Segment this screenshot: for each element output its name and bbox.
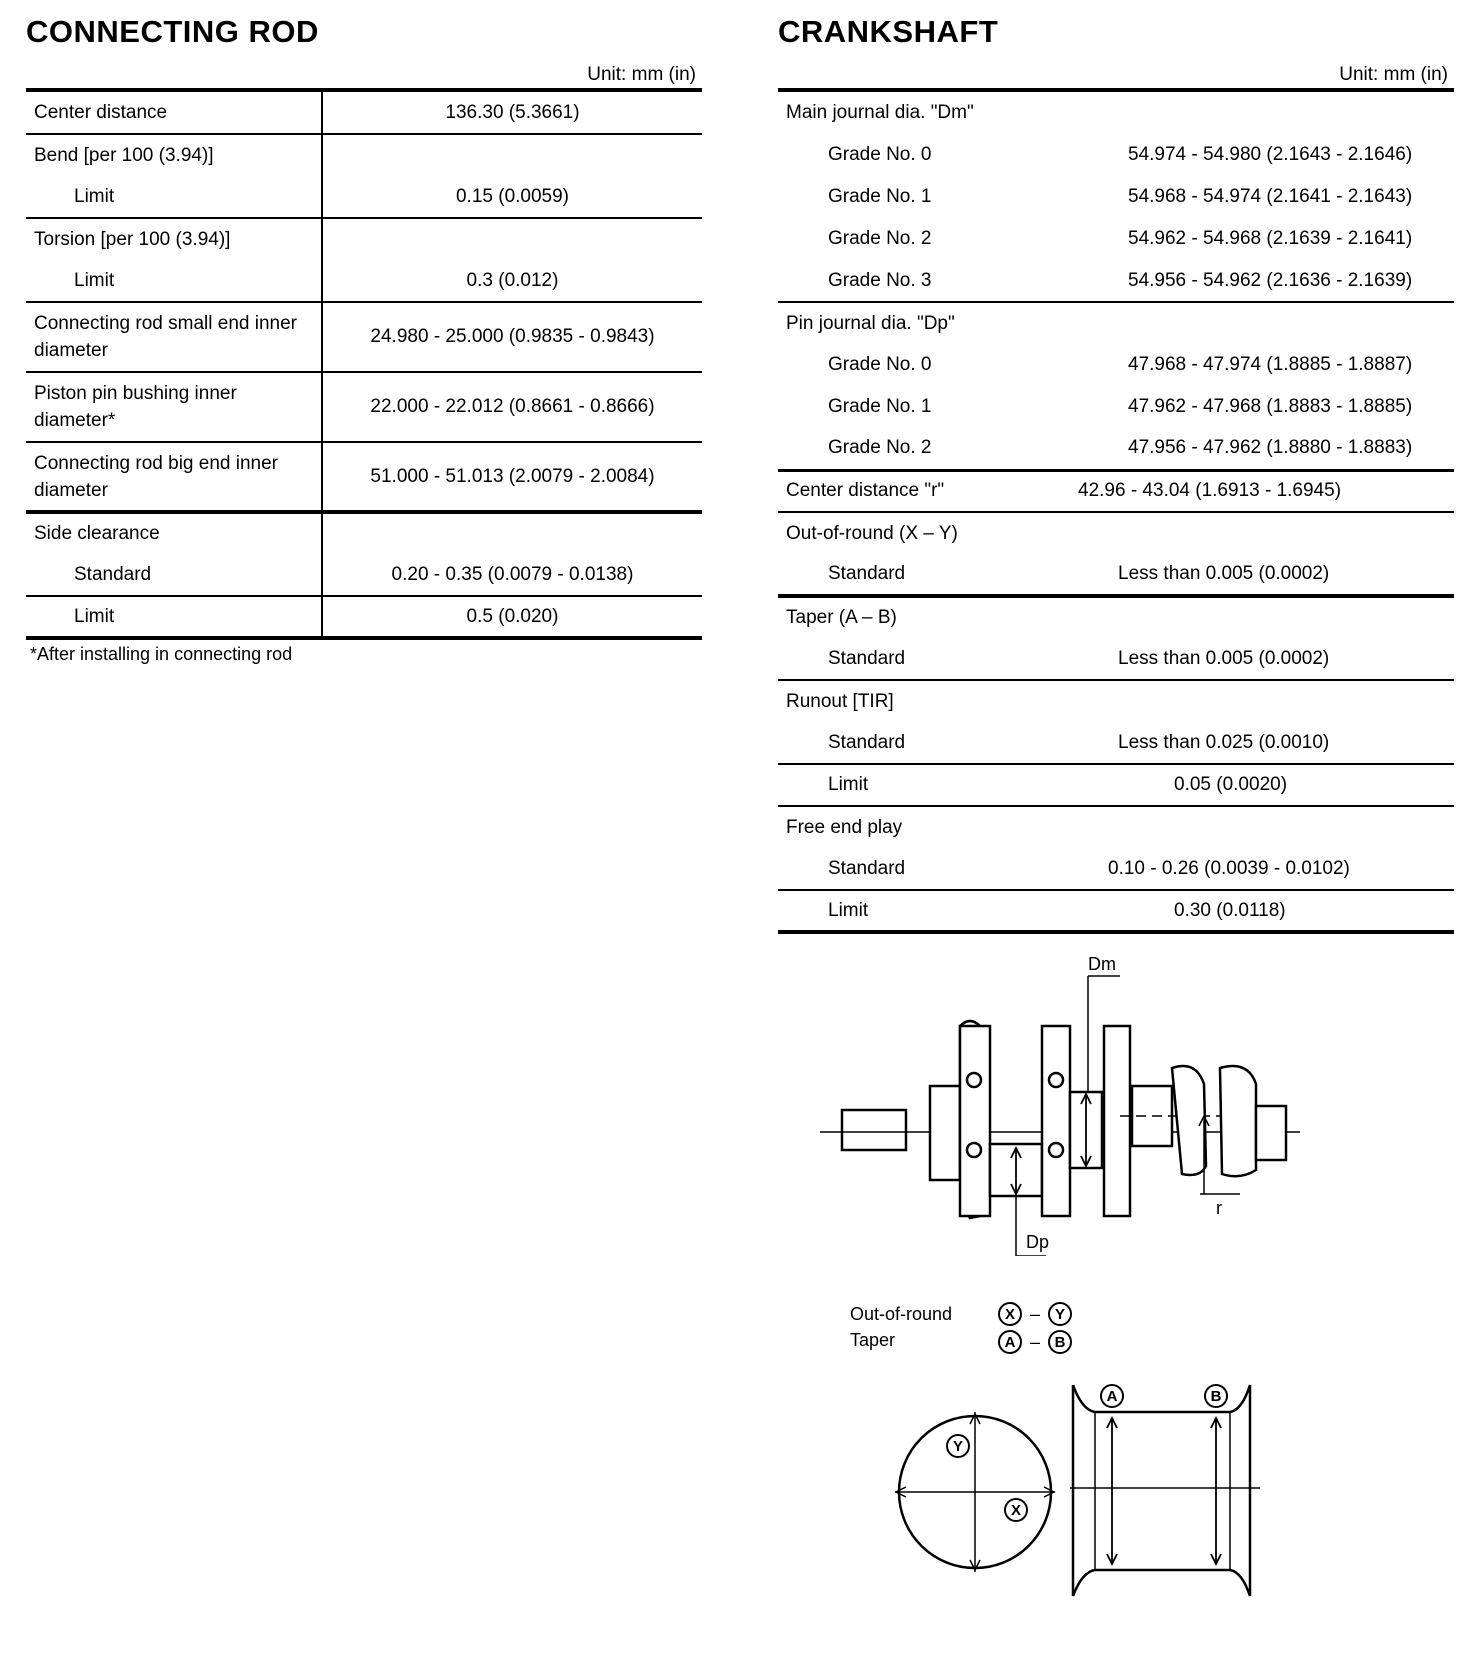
row-label: Standard [778,722,1078,764]
table-row [778,554,1454,596]
connecting-rod-title: CONNECTING ROD [26,14,319,49]
table-row [778,386,1454,428]
x-circle-label: X [1004,1306,1016,1323]
row-label: Out-of-round (X – Y) [786,522,958,544]
table-row [26,134,702,176]
connecting-rod-table [26,92,702,640]
row-value [322,218,702,260]
table-row [778,470,1454,512]
table-row [778,848,1454,890]
y-diagram-label: Y [952,1438,964,1455]
table-row [778,638,1454,680]
out-of-round-label: Out-of-round [850,1304,953,1324]
row-value: 0.5 (0.020) [322,596,702,638]
row-label: Limit [778,890,1078,932]
row-value [1078,92,1454,134]
row-label: Side clearance [26,512,322,554]
row-label: Standard [778,554,1078,596]
dm-label: Dm [1088,956,1116,974]
row-value: 24.980 - 25.000 (0.9835 - 0.9843) [322,302,702,372]
table-row [778,806,1454,848]
row-label: Center distance "r" [778,470,1078,512]
row-label: Connecting rod big end inner diameter [26,442,322,512]
row-value: 0.15 (0.0059) [322,176,702,218]
row-label: Grade No. 1 [828,186,932,207]
b-circle-label: B [1054,1334,1066,1351]
dp-label: Dp [1026,1232,1050,1252]
row-value [1078,680,1454,722]
row-label: Standard [26,554,322,596]
row-label: Taper (A – B) [786,607,897,628]
row-label: Connecting rod small end inner diameter [26,302,322,372]
table-row [26,442,702,512]
table-row [778,134,1454,176]
row-value: 47.956 - 47.962 (1.8880 - 1.8883) [1078,428,1454,470]
a-diagram-label: A [1106,1388,1118,1405]
row-label: Limit [26,176,322,218]
table-row [26,596,702,638]
row-label: Torsion [per 100 (3.94)] [26,218,322,260]
table-row [26,554,702,596]
row-label: Runout [TIR] [786,690,894,712]
table-row [778,176,1454,218]
journal-measurement-diagram [890,1380,1290,1620]
row-label: Grade No. 2 [828,228,932,249]
row-value [1078,596,1454,638]
row-value: 54.956 - 54.962 (2.1636 - 2.1639) [1078,260,1454,302]
row-label: Free end play [786,816,903,838]
row-value: 0.10 - 0.26 (0.0039 - 0.0102) [1078,848,1454,890]
x-diagram-label: X [1010,1502,1022,1519]
row-value: 0.30 (0.0118) [1078,890,1454,932]
connecting-rod-section [26,14,702,665]
row-label: Grade No. 3 [778,260,1078,302]
table-row [778,764,1454,806]
row-label: Piston pin bushing inner diameter* [26,372,322,442]
table-row [26,176,702,218]
crankshaft-unit: Unit: mm (in) [1339,64,1448,85]
row-value: Less than 0.005 (0.0002) [1078,554,1454,596]
table-row [26,372,702,442]
row-value: 54.974 - 54.980 (2.1643 - 2.1646) [1128,144,1413,165]
table-row [778,722,1454,764]
row-label: Bend [per 100 (3.94)] [26,134,322,176]
table-row [778,260,1454,302]
table-row [778,302,1454,344]
r-label: r [1216,1198,1222,1218]
table-row [26,512,702,554]
row-value: 47.962 - 47.968 (1.8883 - 1.8885) [1128,396,1413,417]
row-label: Standard [778,638,1078,680]
dash: – [1029,1332,1041,1352]
table-row [778,344,1454,386]
row-value: Less than 0.005 (0.0002) [1078,638,1454,680]
table-row [778,428,1454,470]
row-label: Pin journal dia. "Dp" [786,312,955,334]
table-row [26,302,702,372]
row-label: Limit [26,596,322,638]
y-circle-label: Y [1054,1306,1066,1323]
row-label: Main journal dia. "Dm" [786,102,974,123]
taper-label: Taper [850,1330,896,1350]
row-value: 54.962 - 54.968 (2.1639 - 2.1641) [1128,228,1413,249]
row-value [1078,806,1454,848]
row-label: Grade No. 2 [778,428,1078,470]
row-value: 47.968 - 47.974 (1.8885 - 1.8887) [1128,354,1413,375]
row-label: Limit [26,260,322,302]
row-value [1078,302,1454,344]
row-value: 51.000 - 51.013 (2.0079 - 2.0084) [322,442,702,512]
row-value: 42.96 - 43.04 (1.6913 - 1.6945) [1078,470,1454,512]
table-row [778,218,1454,260]
row-value: 0.05 (0.0020) [1078,764,1454,806]
row-label: Limit [778,764,1078,806]
row-value: 54.968 - 54.974 (2.1641 - 2.1643) [1128,186,1413,207]
table-row [26,218,702,260]
crankshaft-section [778,14,1454,934]
row-label: Standard [778,848,1078,890]
measurement-legend [850,1300,1090,1356]
crankshaft-diagram [820,956,1320,1256]
row-value [1078,512,1454,554]
row-value [322,512,702,554]
row-value: 136.30 (5.3661) [322,92,702,134]
table-row [778,92,1454,134]
table-row [778,680,1454,722]
row-value: 22.000 - 22.012 (0.8661 - 0.8666) [322,372,702,442]
row-label: Grade No. 0 [828,144,932,165]
row-label: Grade No. 1 [828,396,932,417]
a-circle-label: A [1004,1334,1016,1351]
crankshaft-title: CRANKSHAFT [778,14,999,49]
row-value: 0.3 (0.012) [322,260,702,302]
crankshaft-table [778,92,1454,934]
row-value: 0.20 - 0.35 (0.0079 - 0.0138) [322,554,702,596]
table-row [778,890,1454,932]
table-row [26,92,702,134]
b-diagram-label: B [1210,1388,1222,1405]
row-label: Center distance [26,92,322,134]
row-value [322,134,702,176]
table-row [778,512,1454,554]
table-row [26,260,702,302]
footnote: *After installing in connecting rod [30,644,293,664]
dash: – [1029,1304,1041,1324]
row-value: Less than 0.025 (0.0010) [1078,722,1454,764]
table-row [778,596,1454,638]
connecting-rod-unit: Unit: mm (in) [587,64,696,85]
row-label: Grade No. 0 [828,354,932,375]
